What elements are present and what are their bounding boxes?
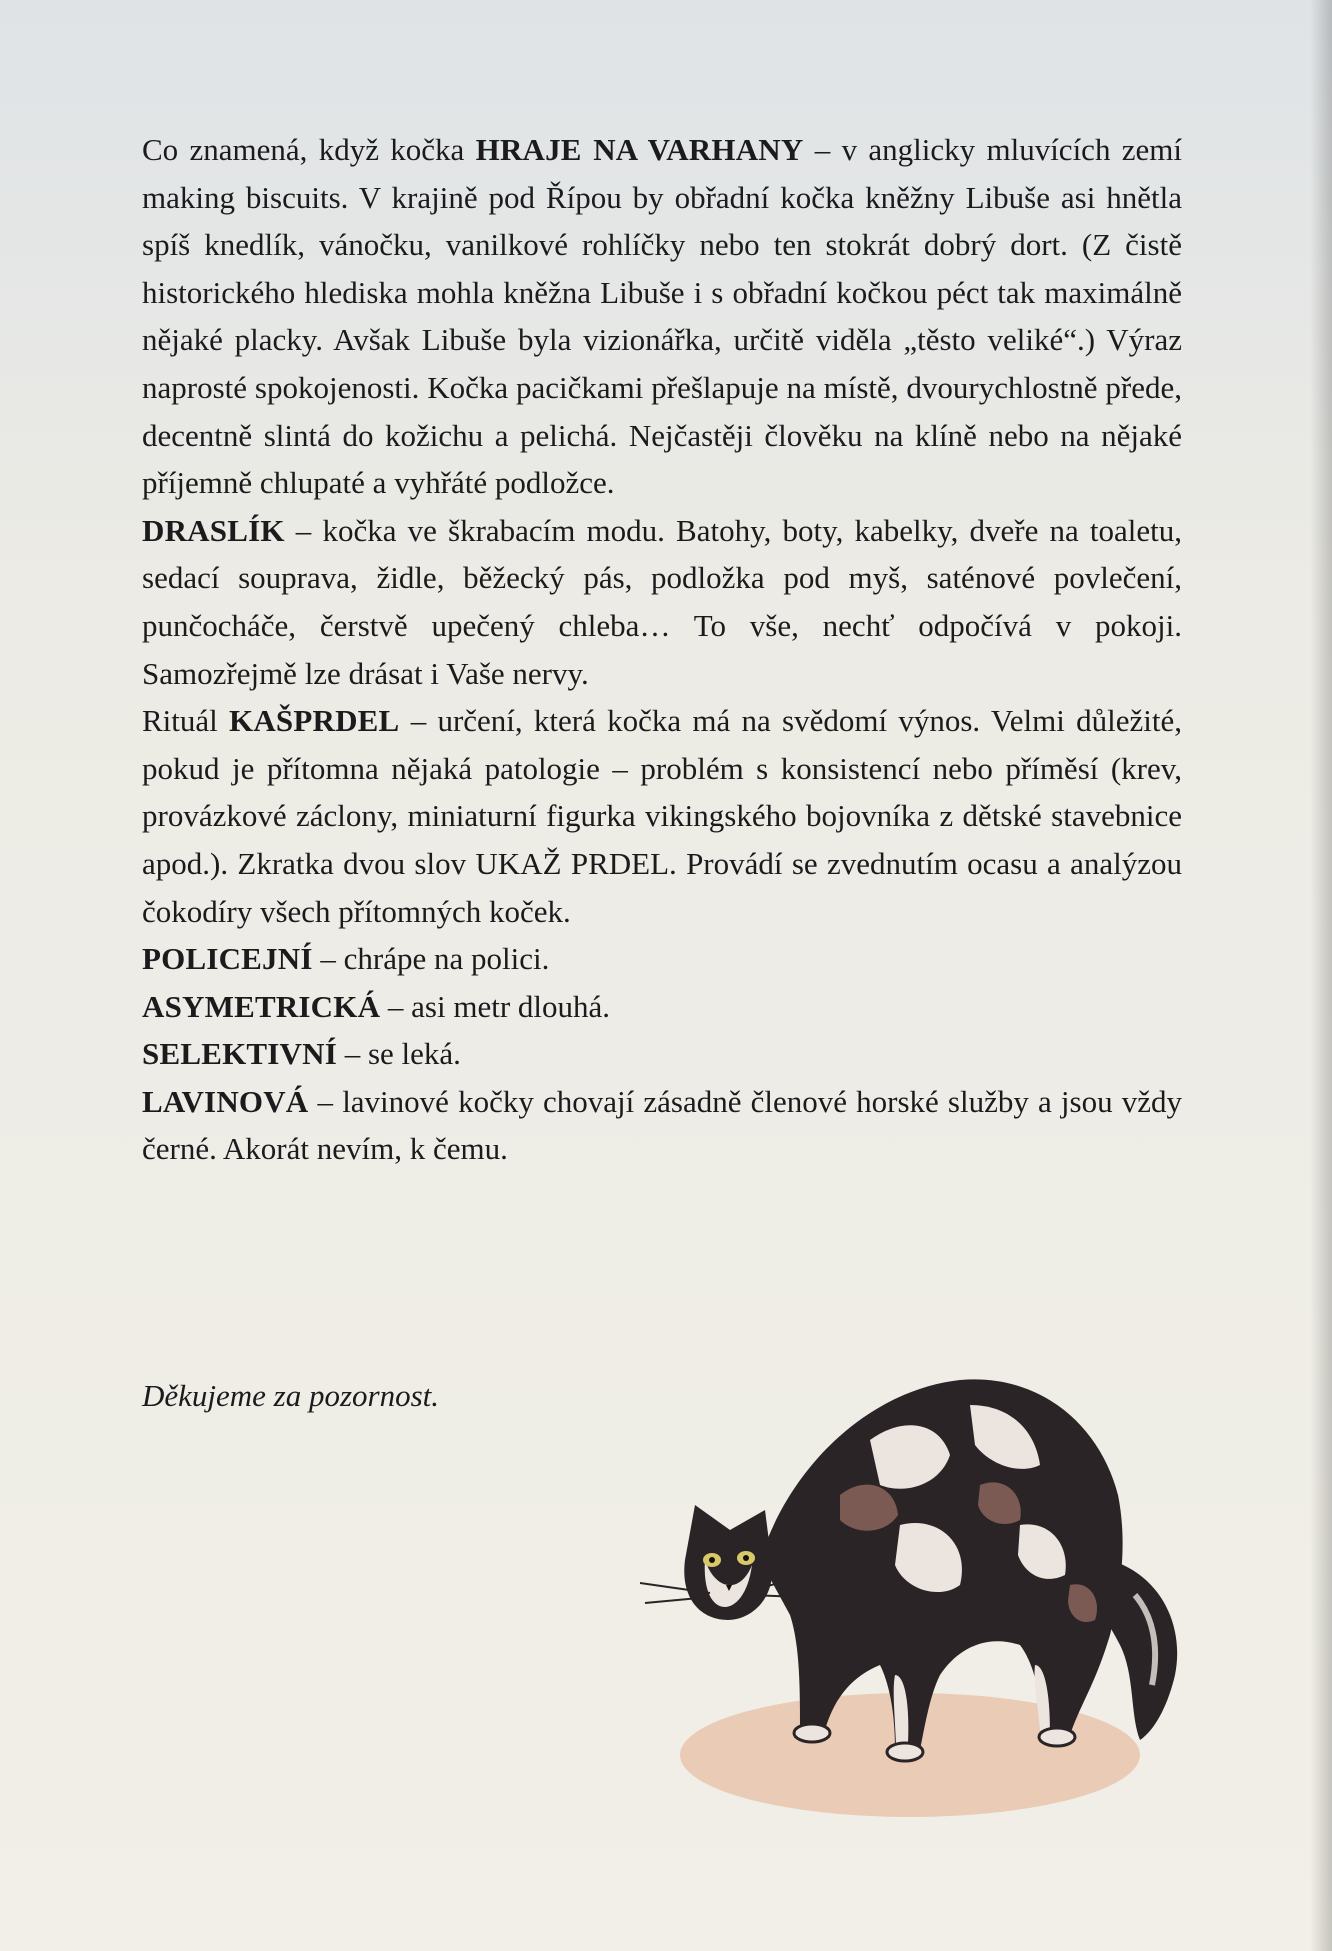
article-body [142,126,1182,1173]
paragraph-selektivni [142,1030,1182,1078]
paragraph-lavinova [142,1078,1182,1173]
paragraph-asymetricka [142,983,1182,1031]
definition: – určení, která kočka má na svědomí výnos. Velmi důležité, pokud je přítomna nějaká patologie – problém s konsistencí nebo příměsí (krev, provázkové záclony, miniaturní figurka vikingského bojovníka z dětské stavebnice apod.). Zkratka dvou slov UKAŽ PRDEL. Provádí se zvednutím ocasu a analýzou čokodíry všech přítomných koček. [142,703,1182,929]
paragraph-policejni [142,935,1182,983]
term-hraje-na-varhany: HRAJE NA VARHANY [475,132,804,167]
paragraph-draslik [142,507,1182,697]
term-asymetricka: ASYMETRICKÁ [142,988,381,1024]
definition: – kočka ve škrabacím modu. Batohy, boty, kabelky, dveře na toaletu, sedací souprava, židle, běžecký pás, podložka pod myš, saténové povlečení, punčocháče, čerstvě upečený chleba… To vše, nechť odpočívá v pokoji. Samozřejmě lze drásat i Vaše nervy. [142,512,1182,691]
page-edge-shadow [1310,0,1332,1951]
definition: – se leká. [336,1036,461,1072]
paragraph-kasprdel [142,697,1182,935]
definition: – asi metr dlouhá. [380,988,611,1024]
term-kasprdel: KAŠPRDEL [229,703,400,739]
paragraph-hraje-na-varhany [142,126,1182,507]
definition: – chrápe na polici. [312,941,550,977]
text: Co znamená, když kočka [142,132,476,167]
term-lavinova: LAVINOVÁ [142,1083,309,1119]
definition: – lavinové kočky chovají zásadně členové horské služby a jsou vždy černé. Akorát nevím, k čemu. [142,1083,1182,1167]
cat-illustration [640,1345,1200,1845]
definition: – v anglicky mluvících zemí making biscuits. V krajině pod Řípou by obřadní kočka kněžny Libuše asi hnětla spíš knedlík, vánočku, vanilkové rohlíčky nebo ten stokrát dobrý dort. (Z čistě historického hlediska mohla kněžna Libuše i s obřadní kočkou péct tak maximálně nějaké placky. Avšak Libuše byla vizionářka, určitě viděla „těsto veliké“.) Výraz naprosté spokojenosti. Kočka pacičkami přešlapuje na místě, dvourychlostně přede, decentně slintá do kožichu a pelichá. Nejčastěji člověku na klíně nebo na nějaké příjemně chlupaté a vyhřáté podložce. [142,132,1182,501]
term-selektivni: SELEKTIVNÍ [142,1036,337,1072]
text: Rituál [142,703,230,739]
term-draslik: DRASLÍK [142,512,285,548]
term-policejni: POLICEJNÍ [142,941,313,977]
closing-thanks: Děkujeme za pozornost. [142,1378,440,1413]
